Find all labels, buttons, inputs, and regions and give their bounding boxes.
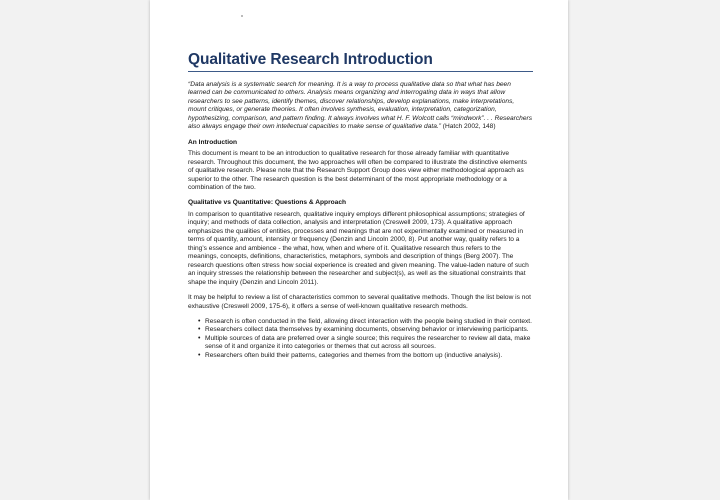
paragraph: It may be helpful to review a list of characteristics common to several qualitative methods. Though the list below is not exhaustive (Creswell 2009, 175-6), it offers a sense of well-known qualitative research methods. [188,294,531,310]
characteristics-list [188,318,533,360]
paragraph: In comparison to quantitative research, qualitative inquiry employs different philosophical assumptions; strategies of inquiry; and methods of data collection, analysis and interpretation (Creswell 2009, 173). A qualitative approach emphasizes the qualities of entities, processes and meanings that are not experimentally examined or measured in terms of quantity, amount, intensity or frequency (Denzin and Lincoln 2000, 8). Put another way, quality refers to a thing’s essence and ambience - the what, how, when and where of it. Qualitative research thus refers to the meanings, concepts, definitions, characteristics, metaphors, symbols and description of things (Berg 2007). The research questions often stress how social experience is created and given meaning. The value-laden nature of such an inquiry stresses the relationship between the researcher and subject(s), as well as the situational constraints that shape the inquiry (Denzin and Lincoln 2011). [188,210,529,286]
list-item: • Multiple sources of data are preferred over a single source; this requires the researcher to review all data, make sense of it and organize it into categories or themes that cut across all sources. [205,335,533,352]
list-item: • Researchers often build their patterns, categories and themes from the bottom up (inductive analysis). [205,352,533,360]
list-item: • Researchers collect data themselves by examining documents, observing behavior or interviewing participants. [205,326,533,334]
section-heading-introduction: An Introduction [188,138,238,146]
paragraph: This document is meant to be an introduction to qualitative research for those already familiar with quantitative research. Throughout this document, the two approaches will often be compared to illustrate the distinctive elements of qualitative research. Please note that the Research Support Group does view either methodological approach as superior to the other. The research question is the best determinant of the most appropriate methodology or a combination of the two. [188,150,527,192]
document-content [188,50,533,360]
page-mark [241,15,243,17]
opening-quote [188,81,533,132]
document-page [150,0,568,500]
title-divider [188,71,533,72]
quote-reference: (Hatch 2002, 148) [442,123,496,131]
list-item: • Research is often conducted in the field, allowing direct interaction with the people being studied in their context. [205,318,533,326]
quote-text: “Data analysis is a systematic search for meaning. It is a way to process qualitative data so that what has been learned can be communicated to others. Analysis means organizing and interrogating data in ways that allow researchers to see patterns, identify themes, discover relationships, develop explanations, make interpretations, mount critiques, or generate theories. It often involves synthesis, evaluation, interpretation, categorization, hypothesizing, comparison, and pattern finding. It always involves what H. F. Wolcott calls “mindwork”. . . Researchers also always engage their own intellectual capacities to make sense of qualitative data.” [188,81,532,131]
section-heading-questions-approach: Qualitative vs Quantitative: Questions & Approach [188,199,347,207]
document-title: Qualitative Research Introduction [188,51,433,68]
